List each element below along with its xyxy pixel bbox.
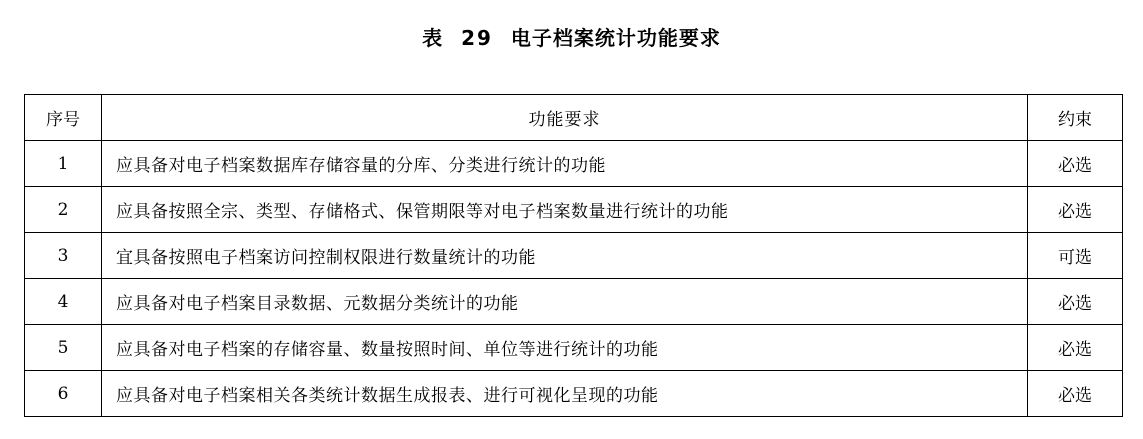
header-cell-requirement xyxy=(102,95,1028,141)
row-requirement xyxy=(102,141,1028,187)
row-number: 1 xyxy=(25,141,102,187)
row-requirement-text: 宜具备按照电子档案访问控制权限进行数量统计的功能 xyxy=(116,248,536,268)
document-page xyxy=(0,22,1143,439)
table-row xyxy=(25,371,1123,417)
row-constraint: 必选 xyxy=(1028,187,1123,233)
table-body xyxy=(25,141,1123,417)
table-header-row xyxy=(25,95,1123,141)
row-requirement xyxy=(102,187,1028,233)
caption-title: 电子档案统计功能要求 xyxy=(510,26,721,50)
header-requirement-text: 功能要求 xyxy=(528,110,601,130)
table-row xyxy=(25,141,1123,187)
row-requirement-text: 应具备对电子档案相关各类统计数据生成报表、进行可视化呈现的功能 xyxy=(116,386,659,406)
row-constraint: 必选 xyxy=(1028,325,1123,371)
caption-number: 29 xyxy=(461,26,493,50)
table-header xyxy=(25,95,1123,141)
row-requirement xyxy=(102,233,1028,279)
row-requirement-text: 应具备对电子档案目录数据、元数据分类统计的功能 xyxy=(116,294,519,314)
row-requirement xyxy=(102,371,1028,417)
row-number: 2 xyxy=(25,187,102,233)
row-requirement-text: 应具备对电子档案数据库存储容量的分库、分类进行统计的功能 xyxy=(116,156,606,176)
requirements-table xyxy=(24,94,1123,417)
requirements-table-container xyxy=(24,94,1119,417)
row-number: 3 xyxy=(25,233,102,279)
row-requirement xyxy=(102,279,1028,325)
table-row xyxy=(25,233,1123,279)
row-constraint: 必选 xyxy=(1028,141,1123,187)
table-row xyxy=(25,279,1123,325)
row-number: 4 xyxy=(25,279,102,325)
table-row xyxy=(25,187,1123,233)
row-number: 5 xyxy=(25,325,102,371)
table-row xyxy=(25,325,1123,371)
row-requirement-text: 应具备对电子档案的存储容量、数量按照时间、单位等进行统计的功能 xyxy=(116,340,659,360)
header-cell-constraint: 约束 xyxy=(1028,95,1123,141)
row-requirement xyxy=(102,325,1028,371)
row-requirement-text: 应具备按照全宗、类型、存储格式、保管期限等对电子档案数量进行统计的功能 xyxy=(116,202,729,222)
row-constraint: 必选 xyxy=(1028,279,1123,325)
header-cell-no: 序号 xyxy=(25,95,102,141)
row-constraint: 可选 xyxy=(1028,233,1123,279)
row-constraint: 必选 xyxy=(1028,371,1123,417)
caption-prefix: 表 xyxy=(422,26,444,50)
table-caption xyxy=(0,22,1143,51)
row-number: 6 xyxy=(25,371,102,417)
